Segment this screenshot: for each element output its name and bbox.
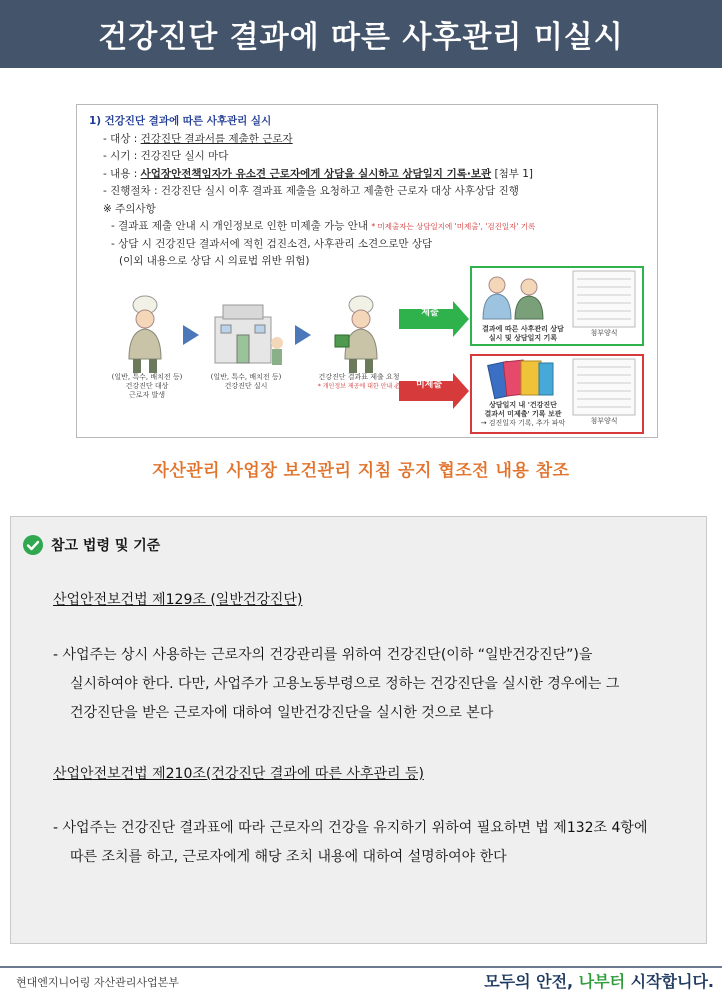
footer-divider xyxy=(0,966,722,968)
procedure-figure xyxy=(76,104,658,438)
step2-caption xyxy=(201,373,291,391)
footer-slogan xyxy=(484,969,714,992)
form-thumbnail xyxy=(573,271,635,327)
hospital-icon xyxy=(215,305,283,365)
target-label: - 대상 : xyxy=(103,132,138,145)
section-title: 건강진단 결과에 따른 사후관리 실시 xyxy=(104,115,272,127)
title-bar xyxy=(0,0,722,68)
slogan-pre: 모두의 안전, xyxy=(484,972,579,991)
reference-note: 자산관리 사업장 보건관리 지침 공지 협조전 내용 참조 xyxy=(152,461,570,481)
process-diagram xyxy=(77,261,658,437)
caution-title: ※ 주의사항 xyxy=(103,202,156,215)
law1-body xyxy=(53,641,619,728)
law1-title: 산업안전보건법 제129조 (일반건강진단) xyxy=(53,592,303,608)
law-heading xyxy=(23,535,160,555)
law2-body xyxy=(53,814,647,872)
step1-caption xyxy=(107,373,187,400)
caption-line: 상담일지 내 '건강진단 xyxy=(489,401,557,409)
submit-arrow xyxy=(399,301,469,337)
caption-line: 실시 및 상담일지 기록 xyxy=(488,334,558,342)
law1-line: 건강진단을 받은 근로자에 대하여 일반건강진단을 실시한 것으로 본다 xyxy=(70,705,494,721)
page-title: 건강진단 결과에 따른 사후관리 미실시 xyxy=(98,20,624,55)
slogan-highlight: 나부터 xyxy=(578,972,626,991)
nonsubmit-box-caption xyxy=(475,401,571,428)
target-value: 건강진단 결과서를 제출한 근로자 xyxy=(140,132,293,145)
caption-line: (일반, 특수, 배치전 등) xyxy=(210,373,282,381)
caption-line: (일반, 특수, 배치전 등) xyxy=(111,373,183,381)
law2-line: - 사업주는 건강진단 결과표에 따라 근로자의 건강을 유지하기 위하여 필요하면 법 제132조 4항에 xyxy=(53,820,648,836)
law2-title: 산업안전보건법 제210조(건강진단 결과에 따른 사후관리 등) xyxy=(53,766,424,782)
form-thumbnail xyxy=(573,359,635,415)
slogan-post: 시작합니다. xyxy=(625,972,714,991)
caution-2: - 상담 시 건강진단 결과서에 적힌 검진소견, 사후관리 소견으로만 상담 xyxy=(111,237,433,250)
law2-line: 따른 조치를 하고, 근로자에게 해당 조치 내용에 대하여 설명하여야 한다 xyxy=(70,849,507,865)
content-label: - 내용 : xyxy=(103,167,138,180)
figure-text xyxy=(89,113,649,271)
form-label: 첨부양식 xyxy=(590,329,618,337)
caution-1: - 결과표 제출 안내 시 개인정보로 인한 미제출 가능 안내 xyxy=(111,220,368,232)
footer-org: 현대엔지니어링 자산관리사업본부 xyxy=(16,976,179,989)
submit-box-caption xyxy=(475,325,571,343)
step3-caption xyxy=(299,373,419,391)
section-number: 1) xyxy=(89,115,102,127)
submit-label: 제출 xyxy=(421,308,439,318)
content-value: 사업장안전책임자가 유소견 근로자에게 상담을 실시하고 상담일지 기록·보관 xyxy=(140,167,492,180)
law1-line: 실시하여야 한다. 다만, 사업주가 고용노동부령으로 정하는 건강진단을 실시한 경우에는 그 xyxy=(70,676,620,692)
step3-note: * 개인정보 제공에 대한 안내 必 xyxy=(317,383,401,390)
worker-submit-icon xyxy=(335,296,377,373)
nonsubmit-box-sub: → 검진일자 기록, 추가 파악 xyxy=(480,419,566,427)
caption-line: 건강진단 결과표 제출 요청 xyxy=(318,373,400,381)
caption-line: 결과에 따른 사후관리 상담 xyxy=(482,325,564,333)
check-circle-icon xyxy=(23,535,43,555)
binders-icon xyxy=(488,360,553,399)
worker-icon xyxy=(129,296,161,373)
content-attach: [첨부 1] xyxy=(494,167,533,180)
procedure-line: - 진행절차 : 건강진단 실시 이후 결과표 제출을 요청하고 제출한 근로자 대상 사후상담 진행 xyxy=(103,185,519,197)
nonsubmit-label: 미제출 xyxy=(415,380,443,390)
law-heading-text: 참고 법령 및 기준 xyxy=(51,538,161,554)
timing-line: - 시기 : 건강진단 실시 마다 xyxy=(103,150,229,162)
caution-1-note: * 미제출자는 상담일지에 '미제출', '검진일자' 기록 xyxy=(371,222,536,231)
caption-line: 결과서 미제출' 기록 보관 xyxy=(484,410,562,418)
flow-arrow-icon xyxy=(183,325,199,345)
law-reference-box xyxy=(10,516,707,944)
caption-line: 근로자 발생 xyxy=(128,391,166,399)
caption-line: 건강진단 실시 xyxy=(224,382,268,390)
caution-3: (이외 내용으로 상담 시 의료법 위반 위험) xyxy=(119,255,310,267)
form-label: 첨부양식 xyxy=(590,417,618,425)
flow-arrow-icon xyxy=(295,325,311,345)
caption-line: 건강진단 대상 xyxy=(125,382,169,390)
law1-line: - 사업주는 상시 사용하는 근로자의 건강관리를 위하여 건강진단(이하 “일반건강진단”)을 xyxy=(53,647,593,663)
